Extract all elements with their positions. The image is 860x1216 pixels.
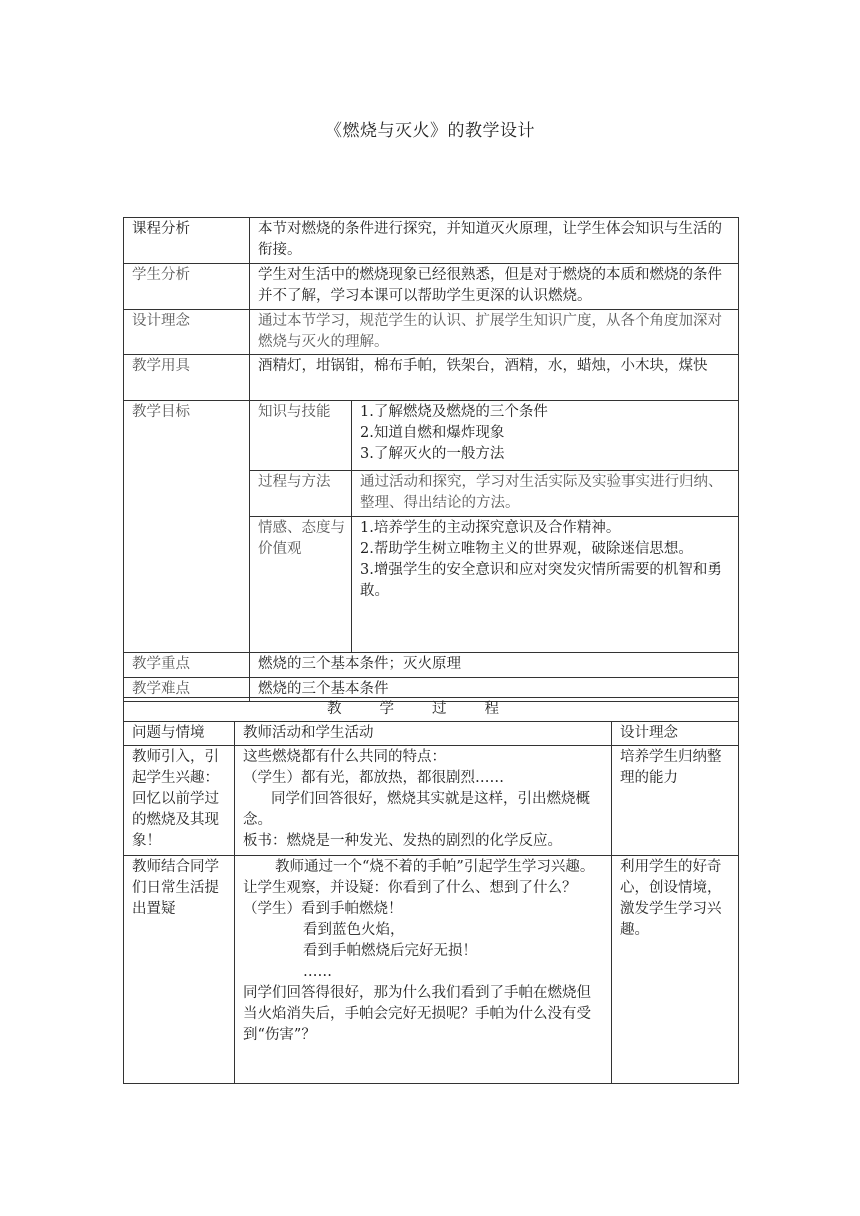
activity-line: 同学们回答很好，燃烧其实就是这样，引出燃烧概念。 [243,791,590,828]
activity-cell [235,856,612,1084]
teaching-focus-text: 燃烧的三个基本条件；灭火原理 [250,653,739,678]
student-analysis-text: 学生对生活中的燃烧现象已经很熟悉，但是对于燃烧的本质和燃烧的条件并不了解，学习本课可以帮助学生更深的认识燃烧。 [250,264,739,310]
table-row [124,722,739,746]
activity-line: 看到蓝色火焰， [303,922,405,938]
knowledge-skill-label: 知识与技能 [250,401,352,471]
analysis-table [123,217,739,702]
column-header-problem: 问题与情境 [124,722,235,746]
teaching-tools-text: 酒精灯，坩锅钳，棉布手帕，铁架台，酒精，水，蜡烛，小木块，煤快 [250,355,739,401]
activity-line: （学生）都有光，都放热，都很剧烈…… [243,770,504,786]
emotion-item: 1.培养学生的主动探究意识及合作精神。 [360,520,621,536]
emotion-attitude-items [352,517,739,653]
design-concept-text: 通过本节学习，规范学生的认识、扩展学生知识广度，从各个角度加深对燃烧与灭火的理解。 [250,310,739,355]
activity-line: 这些燃烧都有什么共同的特点： [243,749,446,765]
activity-cell [235,746,612,856]
emotion-item: 3.增强学生的安全意识和应对突发灾情所需要的机智和勇敢。 [360,562,722,599]
activity-line: （学生）看到手帕燃烧！ [243,901,403,917]
emotion-attitude-label: 情感、态度与价值观 [250,517,352,653]
design-cell: 利用学生的好奇心，创设情境，激发学生学习兴趣。 [612,856,739,1084]
course-analysis-text: 本节对燃烧的条件进行探究，并知道灭火原理，让学生体会知识与生活的衔接。 [250,218,739,264]
knowledge-item: 3.了解灭火的一般方法 [360,446,505,462]
table-row [124,698,739,722]
table-row [124,355,739,401]
student-analysis-label: 学生分析 [124,264,250,310]
table-row [124,746,739,856]
teaching-process-heading: 教学过程 [124,698,739,722]
teaching-difficulty-text: 燃烧的三个基本条件 [250,678,739,702]
process-method-text: 通过活动和探究，学习对生活实际及实验事实进行归纳、整理、得出结论的方法。 [352,471,739,517]
table-row [124,401,739,471]
problem-cell: 教师结合同学们日常生活提出置疑 [124,856,235,1084]
emotion-item: 2.帮助学生树立唯物主义的世界观，破除迷信思想。 [360,541,693,557]
activity-line: 看到手帕燃烧后完好无损！ [303,943,477,959]
knowledge-item: 2.知道自燃和爆炸现象 [360,425,505,441]
knowledge-skill-items [352,401,739,471]
teaching-goals-label: 教学目标 [124,401,250,653]
activity-line: 板书：燃烧是一种发光、发热的剧烈的化学反应。 [243,833,562,849]
column-header-design: 设计理念 [612,722,739,746]
teaching-tools-label: 教学用具 [124,355,250,401]
knowledge-item: 1.了解燃烧及燃烧的三个条件 [360,404,548,420]
table-row [124,218,739,264]
process-method-label: 过程与方法 [250,471,352,517]
design-concept-label: 设计理念 [124,310,250,355]
teaching-focus-label: 教学重点 [124,653,250,678]
table-row [124,264,739,310]
activity-line: …… [303,964,332,980]
table-row [124,653,739,678]
process-table [123,697,739,1084]
column-header-activity: 教师活动和学生活动 [235,722,612,746]
problem-cell: 教师引入，引起学生兴趣：回忆以前学过的燃烧及其现象！ [124,746,235,856]
activity-line: 教师通过一个“烧不着的手帕”引起学生学习兴趣。让学生观察，并设疑：你看到了什么、想到了什么？ [243,859,595,896]
course-analysis-label: 课程分析 [124,218,250,264]
teaching-difficulty-label: 教学难点 [124,678,250,702]
design-cell: 培养学生归纳整理的能力 [612,746,739,856]
activity-line: 同学们回答得很好，那为什么我们看到了手帕在燃烧但当火焰消失后，手帕会完好无损呢？手帕为什么没有受到“伤害”？ [243,985,591,1043]
table-row [124,310,739,355]
document-title: 《燃烧与灭火》的教学设计 [325,121,535,141]
table-row [124,856,739,1084]
